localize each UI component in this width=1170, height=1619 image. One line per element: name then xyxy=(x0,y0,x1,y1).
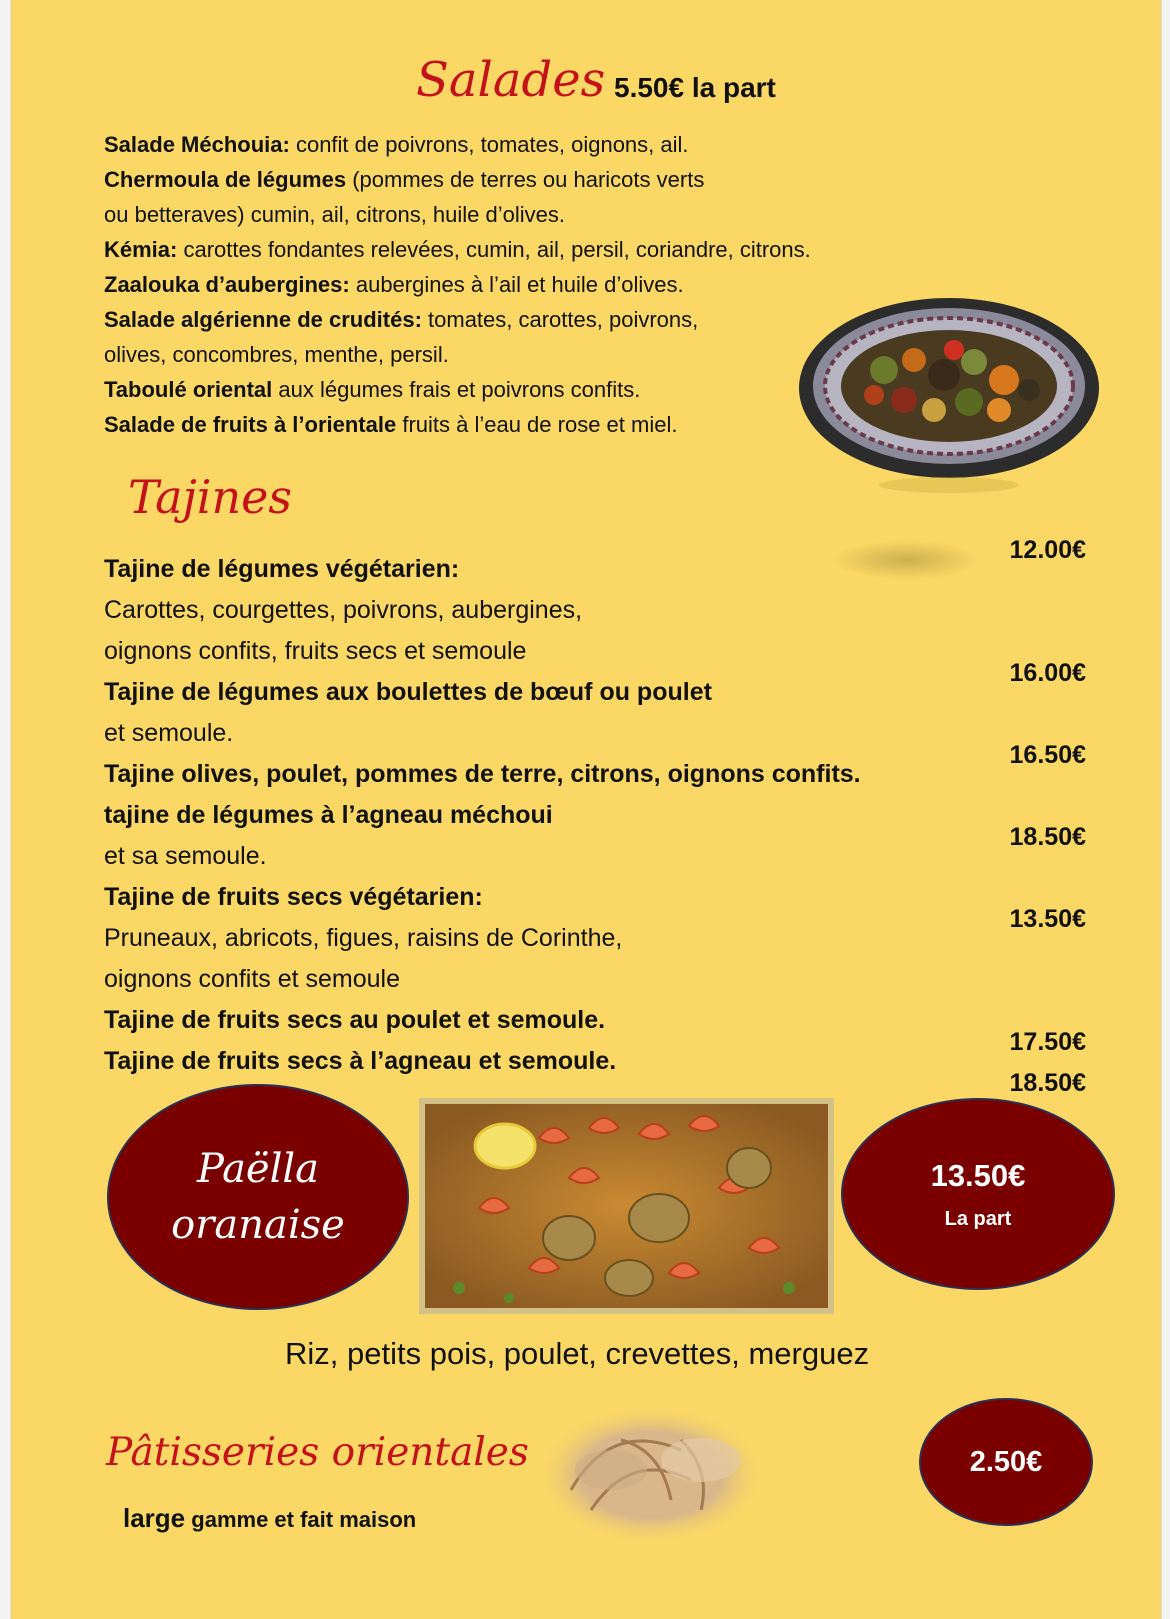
salade-item: Salade de fruits à l’orientale fruits à l’eau de rose et miel. xyxy=(104,412,678,437)
salade-item: Chermoula de légumes (pommes de terres ou haricots verts xyxy=(104,167,705,192)
paella-image xyxy=(419,1098,834,1314)
tajine-line: Pruneaux, abricots, figues, raisins de Corinthe, xyxy=(104,924,623,952)
tajine-line: Tajine de légumes aux boulettes de bœuf ou poulet xyxy=(104,678,712,706)
salad-plate-image xyxy=(794,290,1104,500)
salade-item: Salade Méchouia: confit de poivrons, tomates, oignons, ail. xyxy=(104,132,689,157)
pastry-image xyxy=(531,1400,771,1550)
patisseries-price: 2.50€ xyxy=(969,1445,1043,1478)
tajine-line: Tajine de fruits secs au poulet et semoule. xyxy=(104,1006,606,1034)
salade-item: ou betteraves) cumin, ail, citrons, huile d’olives. xyxy=(104,202,565,227)
tajine-line: tajine de légumes à l’agneau méchoui xyxy=(104,801,553,829)
patisseries-title: Pâtisseries orientales xyxy=(106,1430,529,1475)
paella-ingredients: Riz, petits pois, poulet, crevettes, merguez xyxy=(285,1336,870,1371)
salade-item: olives, concombres, menthe, persil. xyxy=(104,342,449,367)
subtitle-large: large xyxy=(123,1503,186,1533)
tajine-line: et semoule. xyxy=(104,719,234,747)
paella-unit: La part xyxy=(944,1207,1012,1230)
tajine-price: 18.50€ xyxy=(1009,1069,1086,1097)
tajine-line: et sa semoule. xyxy=(104,842,267,870)
menu-page xyxy=(10,0,1162,1619)
salade-item: Salade algérienne de crudités: tomates, carottes, poivrons, xyxy=(104,307,699,332)
tajine-line: oignons confits, fruits secs et semoule xyxy=(104,637,527,665)
tajine-price: 13.50€ xyxy=(1009,905,1086,933)
tajine-line: Tajine de légumes végétarien: xyxy=(104,555,460,583)
decorative-shadow xyxy=(831,540,981,580)
paella-title-line1: Paëlla xyxy=(196,1146,320,1192)
tajine-price: 17.50€ xyxy=(1009,1028,1086,1056)
tajine-price: 16.50€ xyxy=(1009,741,1086,769)
tajine-line: Tajine de fruits secs à l’agneau et semoule. xyxy=(104,1047,617,1075)
tajine-price: 18.50€ xyxy=(1009,823,1086,851)
tajine-line: Tajine de fruits secs végétarien: xyxy=(104,883,483,911)
subtitle-rest: gamme et fait maison xyxy=(185,1507,417,1532)
tajine-line: oignons confits et semoule xyxy=(104,965,401,993)
paella-title-line2: oranaise xyxy=(171,1202,345,1248)
paella-price-oval xyxy=(841,1098,1115,1290)
patisseries-subtitle xyxy=(123,1503,416,1534)
salades-title: Salades xyxy=(416,52,606,108)
paella-price: 13.50€ xyxy=(930,1157,1026,1193)
paella-title-oval xyxy=(107,1084,409,1310)
tajine-price: 12.00€ xyxy=(1009,536,1086,564)
tajines-title: Tajines xyxy=(128,470,292,524)
tajine-line: Carottes, courgettes, poivrons, aubergines, xyxy=(104,596,583,624)
salades-price: 5.50€ la part xyxy=(614,72,776,103)
salade-item: Kémia: carottes fondantes relevées, cumin, ail, persil, coriandre, citrons. xyxy=(104,237,811,262)
salade-item: Taboulé oriental aux légumes frais et poivrons confits. xyxy=(104,377,641,402)
tajine-line: Tajine olives, poulet, pommes de terre, citrons, oignons confits. xyxy=(104,760,861,788)
patisseries-price-oval xyxy=(919,1398,1093,1526)
tajine-price: 16.00€ xyxy=(1009,659,1086,687)
salade-item: Zaalouka d’aubergines: aubergines à l’ail et huile d’olives. xyxy=(104,272,684,297)
